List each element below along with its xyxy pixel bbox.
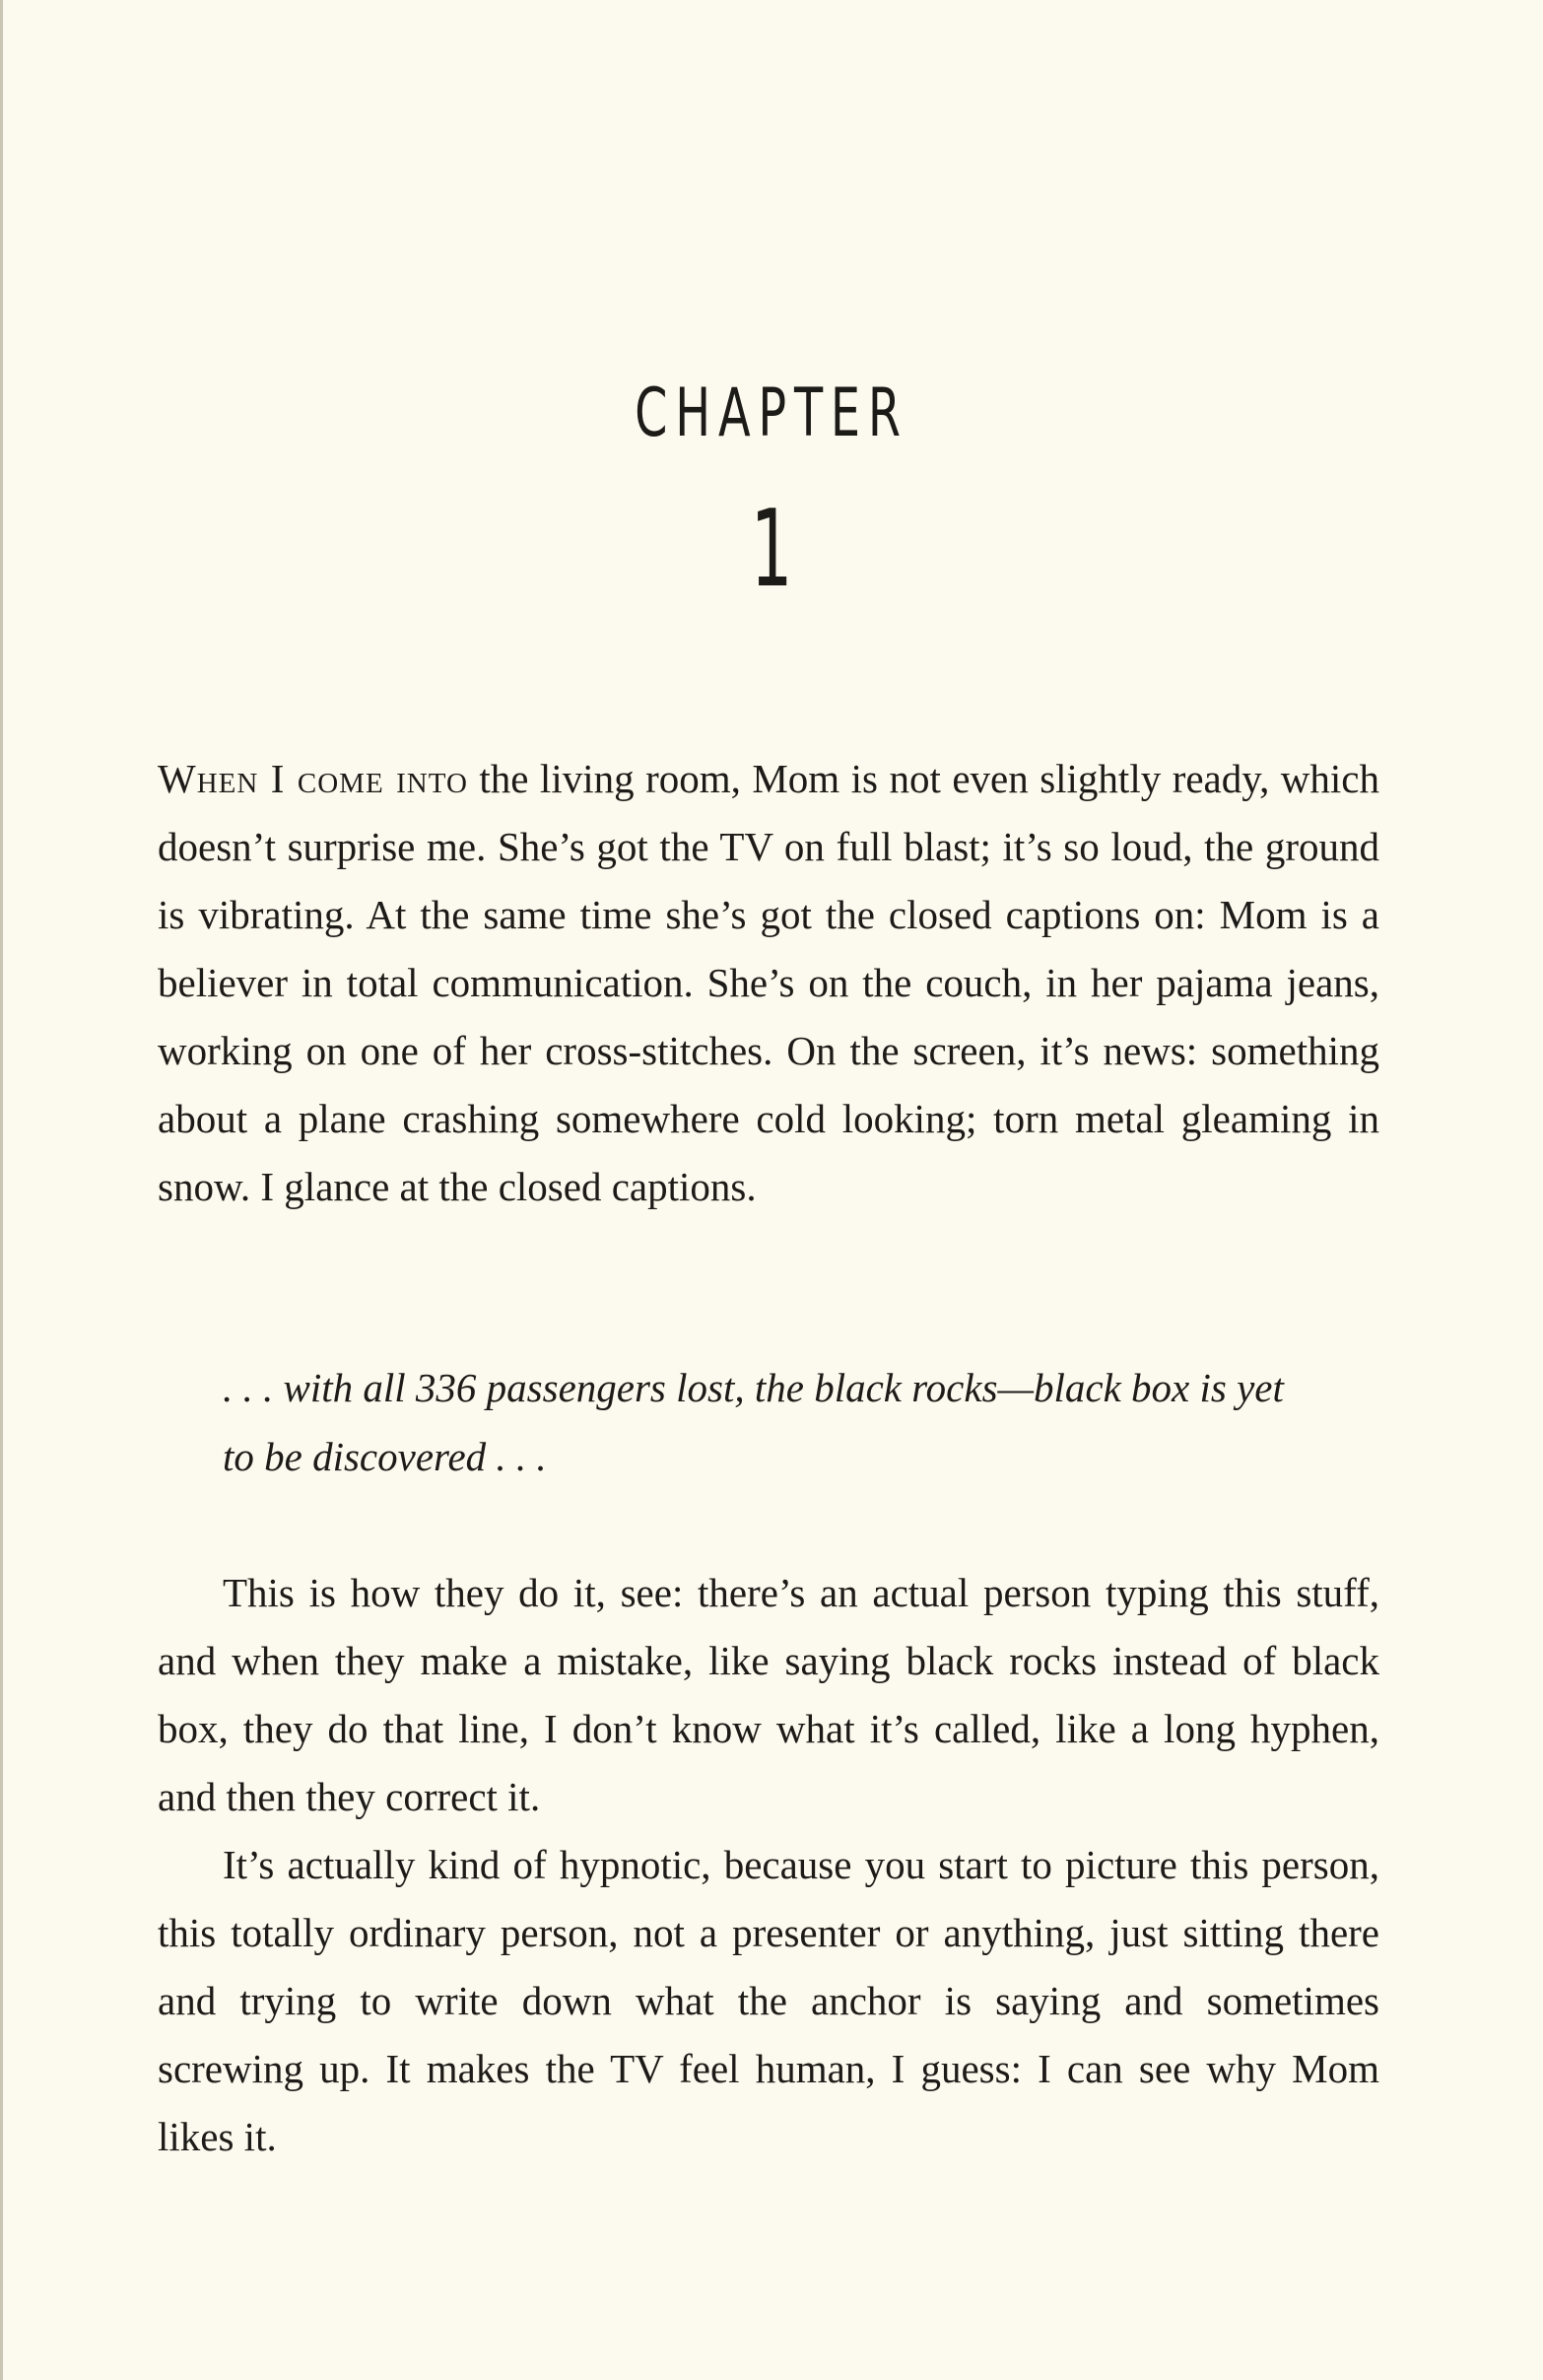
page-edge bbox=[0, 0, 3, 2380]
chapter-number: 1 bbox=[750, 488, 793, 611]
chapter-label: CHAPTER bbox=[635, 374, 908, 452]
opening-small-caps: When I come into bbox=[158, 756, 468, 801]
closed-caption-quote: . . . with all 336 passengers lost, the black rocks—black box is yet to be discovered . . . bbox=[223, 1365, 1284, 1479]
paragraph-opening bbox=[158, 745, 1379, 1221]
chapter-heading bbox=[0, 374, 1543, 611]
paragraph-hypnotic: It’s actually kind of hypnotic, because you start to picture this person, this totally ordinary person, not a presenter or anything, just sitting there and trying to write down what the anchor is saying and sometimes screwing up. It makes the TV feel human, I guess: I can see why Mom likes it. bbox=[158, 1842, 1379, 2159]
paragraph-captions-explained: This is how they do it, see: there’s an actual person typing this stuff, and when they make a mistake, like saying black rocks instead of black box, they do that line, I don’t know what it’s called, like a long hyphen, and then they correct it. bbox=[158, 1570, 1379, 1819]
paragraph-opening-text: the living room, Mom is not even slightly ready, which doesn’t surprise me. She’s got the TV on full blast; it’s so loud, the ground is vibrating. At the same time she’s got the closed captions on: Mom is a believer in total communication. She’s on the couch, in her pajama jeans, working on one of her cross-stitches. On the screen, it’s news: something about a plane crashing somewhere cold looking; torn metal gleaming in snow. I glance at the closed captions. bbox=[158, 756, 1379, 1209]
